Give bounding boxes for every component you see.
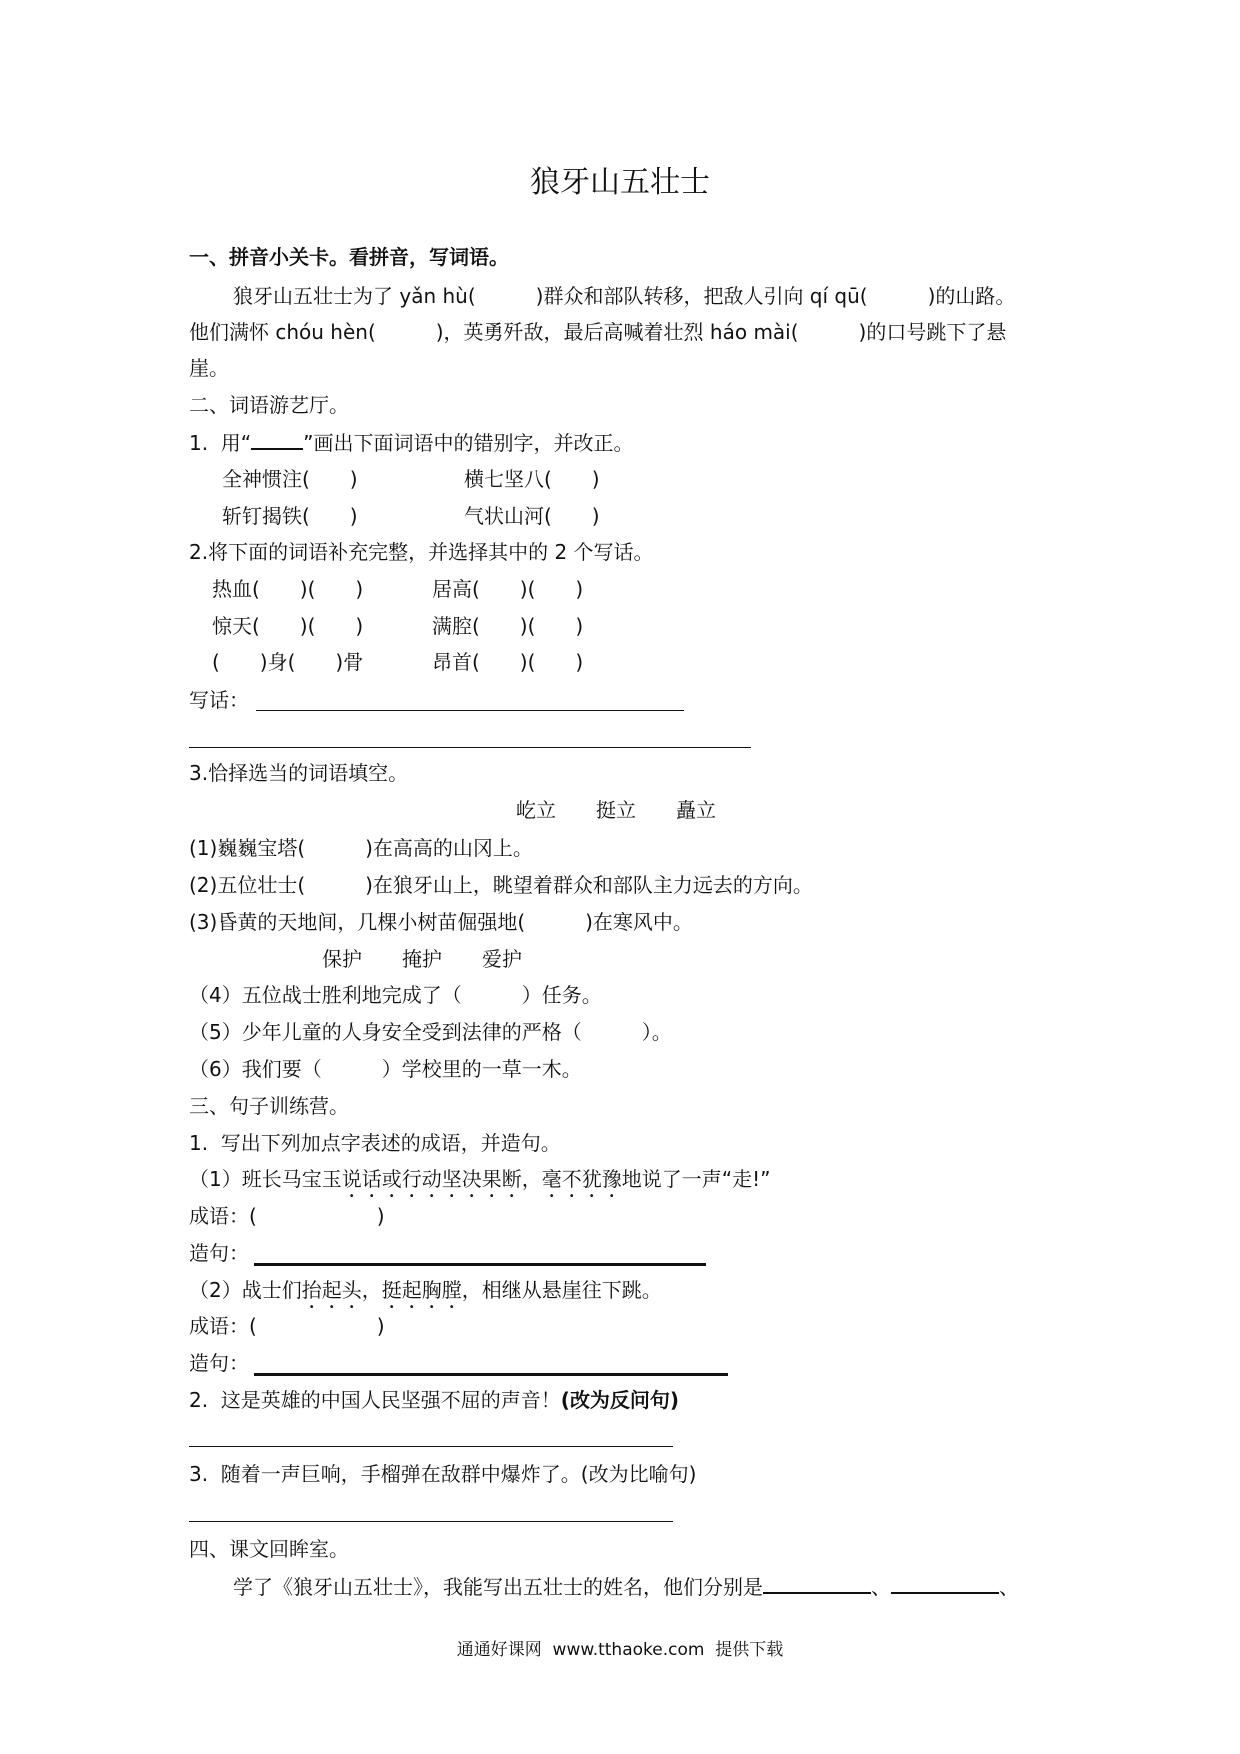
question-3-1: 1. 写出下列加点字表述的成语，并造句。 bbox=[189, 1131, 561, 1155]
page-title: 狼牙山五壮士 bbox=[530, 165, 710, 200]
dotted-text: 毫不犹豫 bbox=[541, 1167, 622, 1191]
fill-item: 昂首( )( ) bbox=[432, 650, 584, 674]
word-bank-2: 保护 掩护 爱护 bbox=[322, 947, 522, 971]
q-text: 1. 用“ bbox=[189, 431, 252, 455]
q-text: ”画出下面词语中的错别字，并改正。 bbox=[303, 431, 634, 455]
text: ， bbox=[361, 1278, 382, 1302]
fill-sentence: (2)五位壮士( )在狼牙山上，眺望着群众和部队主力远去的方向。 bbox=[189, 873, 813, 897]
idiom-label: 成语：( ) bbox=[189, 1314, 385, 1338]
question-2-3: 3.恰择选当的词语填空。 bbox=[189, 761, 409, 785]
fill-item: 居高( )( ) bbox=[432, 577, 584, 601]
fill-sentence: （6）我们要（ ）学校里的一草一木。 bbox=[189, 1057, 582, 1081]
recall-line bbox=[233, 1574, 1019, 1599]
write-label: 写话： bbox=[189, 688, 249, 712]
text: 地说了一声“走!” bbox=[621, 1167, 771, 1191]
example-sentence-2 bbox=[189, 1278, 662, 1313]
fill-item: 满腔( )( ) bbox=[432, 614, 584, 638]
footer: 通通好课网 www.tthaoke.com 提供下载 bbox=[456, 1640, 784, 1660]
pinyin-line-1: 狼牙山五壮士为了 yǎn hù( )群众和部队转移，把敌人引向 qí qū( )的山路。 bbox=[233, 284, 1016, 308]
question-3-2 bbox=[189, 1388, 679, 1412]
answer-line[interactable] bbox=[189, 1446, 673, 1447]
blank[interactable] bbox=[763, 1574, 871, 1594]
text: 、 bbox=[999, 1575, 1019, 1599]
text: （2）战士们 bbox=[189, 1278, 302, 1302]
typo-item: 斩钉揭铁( ) bbox=[222, 504, 358, 528]
question-3-3: 3. 随着一声巨响，手榴弹在敌群中爆炸了。(改为比喻句) bbox=[189, 1462, 697, 1486]
section-1-heading: 一、拼音小关卡。看拼音，写词语。 bbox=[189, 245, 509, 269]
word-bank-1: 屹立 挺立 矗立 bbox=[516, 798, 716, 822]
dotted-text: 说话或行动坚决果断 bbox=[341, 1167, 522, 1191]
dotted-text: 抬起头 bbox=[301, 1278, 362, 1302]
sentence-label: 造句： bbox=[189, 1351, 249, 1375]
section-2-heading: 二、词语游艺厅。 bbox=[189, 393, 349, 417]
answer-line[interactable] bbox=[189, 1521, 673, 1522]
section-4-heading: 四、课文回眸室。 bbox=[189, 1537, 349, 1561]
fill-sentence: (1)巍巍宝塔( )在高高的山冈上。 bbox=[189, 836, 533, 860]
pinyin-line-2: 他们满怀 chóu hèn( )，英勇歼敌，最后高喊着壮烈 háo mài( )的口号跳下了悬 bbox=[189, 320, 1007, 344]
text: 2. 这是英雄的中国人民坚强不屈的声音！ bbox=[189, 1388, 561, 1412]
text: 、 bbox=[871, 1575, 891, 1599]
text: (改为反问句) bbox=[560, 1388, 680, 1412]
fill-sentence: （4）五位战士胜利地完成了（ ）任务。 bbox=[189, 983, 602, 1007]
write-line[interactable] bbox=[256, 710, 684, 711]
text: ， bbox=[521, 1167, 542, 1191]
sentence-line[interactable] bbox=[254, 1263, 706, 1266]
fill-item: 惊天( )( ) bbox=[212, 614, 364, 638]
fill-item: 热血( )( ) bbox=[212, 577, 364, 601]
fill-item: ( )身( )骨 bbox=[212, 650, 364, 674]
fill-sentence: (3)昏黄的天地间，几棵小树苗倔强地( )在寒风中。 bbox=[189, 910, 693, 934]
underline-sample bbox=[251, 430, 303, 450]
blank[interactable] bbox=[891, 1574, 999, 1594]
question-2-2: 2.将下面的词语补充完整，并选择其中的 2 个写话。 bbox=[189, 540, 654, 564]
dotted-text: 挺起胸膛 bbox=[381, 1278, 462, 1302]
typo-item: 全神惯注( ) bbox=[222, 467, 358, 491]
typo-item: 横七坚八( ) bbox=[464, 467, 600, 491]
sentence-line[interactable] bbox=[254, 1373, 728, 1376]
fill-sentence: （5）少年儿童的人身安全受到法律的严格（ ）。 bbox=[189, 1020, 672, 1044]
pinyin-line-3: 崖。 bbox=[189, 356, 229, 380]
text: （1）班长马宝玉 bbox=[189, 1167, 342, 1191]
question-2-1 bbox=[189, 430, 634, 455]
typo-item: 气状山河( ) bbox=[464, 504, 600, 528]
text: 学了《狼牙山五壮士》，我能写出五壮士的姓名，他们分别是 bbox=[233, 1575, 763, 1599]
write-line[interactable] bbox=[189, 747, 751, 748]
section-3-heading: 三、句子训练营。 bbox=[189, 1094, 349, 1118]
idiom-label: 成语：( ) bbox=[189, 1204, 385, 1228]
sentence-label: 造句： bbox=[189, 1241, 249, 1265]
example-sentence-1 bbox=[189, 1167, 770, 1202]
text: ，相继从悬崖往下跳。 bbox=[461, 1278, 662, 1302]
